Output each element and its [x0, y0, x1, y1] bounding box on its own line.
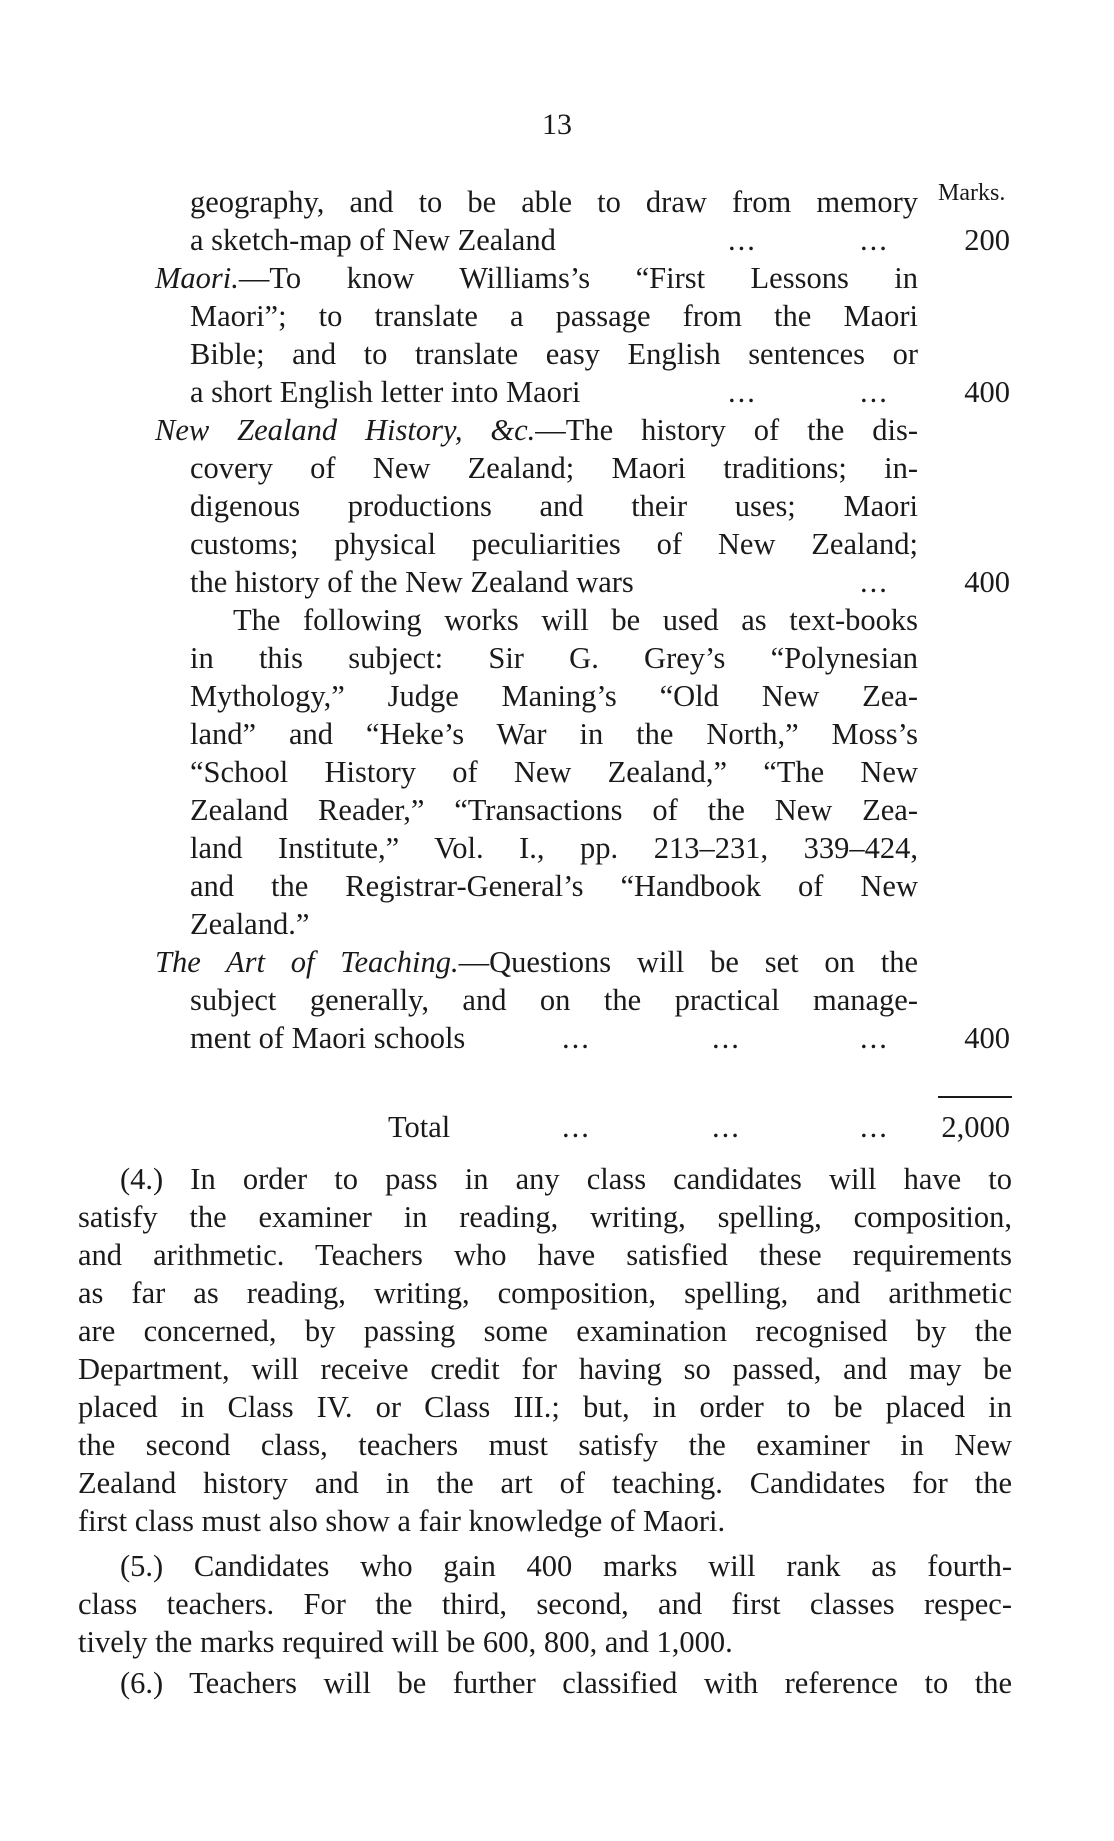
total-rule: [938, 1096, 1012, 1098]
leader-dots: ...: [562, 1110, 591, 1144]
maori-line-1: [155, 259, 918, 297]
maori-line-1-text: —To know Williams’s “First Lessons in: [238, 261, 918, 295]
history-heading: New Zealand History, &c.: [155, 413, 536, 447]
teaching-line-1: [155, 943, 918, 981]
teaching-line-1-text: —Questions will be set on the: [458, 945, 918, 979]
para4-line-10: first class must also show a fair knowledge of Maori.: [78, 1504, 726, 1538]
para4-line-8: the second class, teachers must satisfy the examiner in New: [78, 1428, 1012, 1462]
textbooks-line-9: Zealand.”: [190, 907, 310, 941]
leader-dots: ...: [728, 223, 757, 257]
para5-line-3: tively the marks required will be 600, 800, and 1,000.: [78, 1625, 733, 1659]
history-line-1-text: —The history of the dis-: [535, 413, 919, 447]
textbooks-line-3: Mythology,” Judge Maning’s “Old New Zea-: [190, 679, 918, 713]
textbooks-line-6: Zealand Reader,” “Transactions of the New Zea-: [190, 793, 918, 827]
history-line-1: [155, 411, 918, 449]
leader-dots: ...: [728, 375, 757, 409]
leader-dots: ...: [712, 1110, 741, 1144]
maori-line-4: a short English letter into Maori: [190, 375, 581, 409]
marks-column-heading: Marks.: [938, 180, 1006, 206]
maori-line-2: Maori”; to translate a passage from the Maori: [190, 299, 918, 333]
history-line-2: covery of New Zealand; Maori traditions; in-: [190, 451, 918, 485]
geography-line-2: a sketch-map of New Zealand: [190, 223, 556, 257]
teaching-marks: 400: [964, 1021, 1010, 1055]
leader-dots: ...: [860, 223, 889, 257]
leader-dots: ...: [712, 1021, 741, 1055]
geography-marks: 200: [964, 223, 1010, 257]
leader-dots: ...: [860, 1110, 889, 1144]
total-label: Total: [388, 1110, 451, 1144]
leader-dots: ...: [860, 375, 889, 409]
textbooks-line-8: and the Registrar-General’s “Handbook of New: [190, 869, 918, 903]
maori-line-3: Bible; and to translate easy English sentences or: [190, 337, 918, 371]
para6-line-1: (6.) Teachers will be further classified with reference to the: [120, 1666, 1012, 1700]
teaching-line-2: subject generally, and on the practical manage-: [190, 983, 918, 1017]
leader-dots: ...: [860, 565, 889, 599]
total-marks: 2,000: [941, 1110, 1010, 1144]
leader-dots: ...: [860, 1021, 889, 1055]
para5-line-2: class teachers. For the third, second, and first classes respec-: [78, 1587, 1012, 1621]
para4-line-9: Zealand history and in the art of teaching. Candidates for the: [78, 1466, 1012, 1500]
textbooks-line-5: “School History of New Zealand,” “The New: [190, 755, 918, 789]
para4-line-7: placed in Class IV. or Class III.; but, in order to be placed in: [78, 1390, 1012, 1424]
teaching-heading: The Art of Teaching.: [155, 945, 459, 979]
teaching-line-3: ment of Maori schools: [190, 1021, 466, 1055]
history-line-3: digenous productions and their uses; Maori: [190, 489, 918, 523]
maori-heading: Maori.: [155, 261, 239, 295]
para4-line-3: and arithmetic. Teachers who have satisfied these requirements: [78, 1238, 1012, 1272]
history-line-5: the history of the New Zealand wars: [190, 565, 634, 599]
page-number: 13: [542, 108, 572, 141]
textbooks-line-1: The following works will be used as text-books: [233, 603, 918, 637]
para4-line-4: as far as reading, writing, composition, spelling, and arithmetic: [78, 1276, 1012, 1310]
textbooks-line-7: land Institute,” Vol. I., pp. 213–231, 339–424,: [190, 831, 918, 865]
history-line-4: customs; physical peculiarities of New Zealand;: [190, 527, 918, 561]
textbooks-line-2: in this subject: Sir G. Grey’s “Polynesian: [190, 641, 918, 675]
geography-line-1: geography, and to be able to draw from memory: [190, 185, 918, 219]
para4-line-5: are concerned, by passing some examination recognised by the: [78, 1314, 1012, 1348]
history-marks: 400: [964, 565, 1010, 599]
para4-line-1: (4.) In order to pass in any class candidates will have to: [120, 1162, 1012, 1196]
textbooks-line-4: land” and “Heke’s War in the North,” Moss’s: [190, 717, 918, 751]
para4-line-6: Department, will receive credit for having so passed, and may be: [78, 1352, 1012, 1386]
leader-dots: ...: [562, 1021, 591, 1055]
para4-line-2: satisfy the examiner in reading, writing, spelling, composition,: [78, 1200, 1012, 1234]
maori-marks: 400: [964, 375, 1010, 409]
para5-line-1: (5.) Candidates who gain 400 marks will rank as fourth-: [120, 1549, 1012, 1583]
